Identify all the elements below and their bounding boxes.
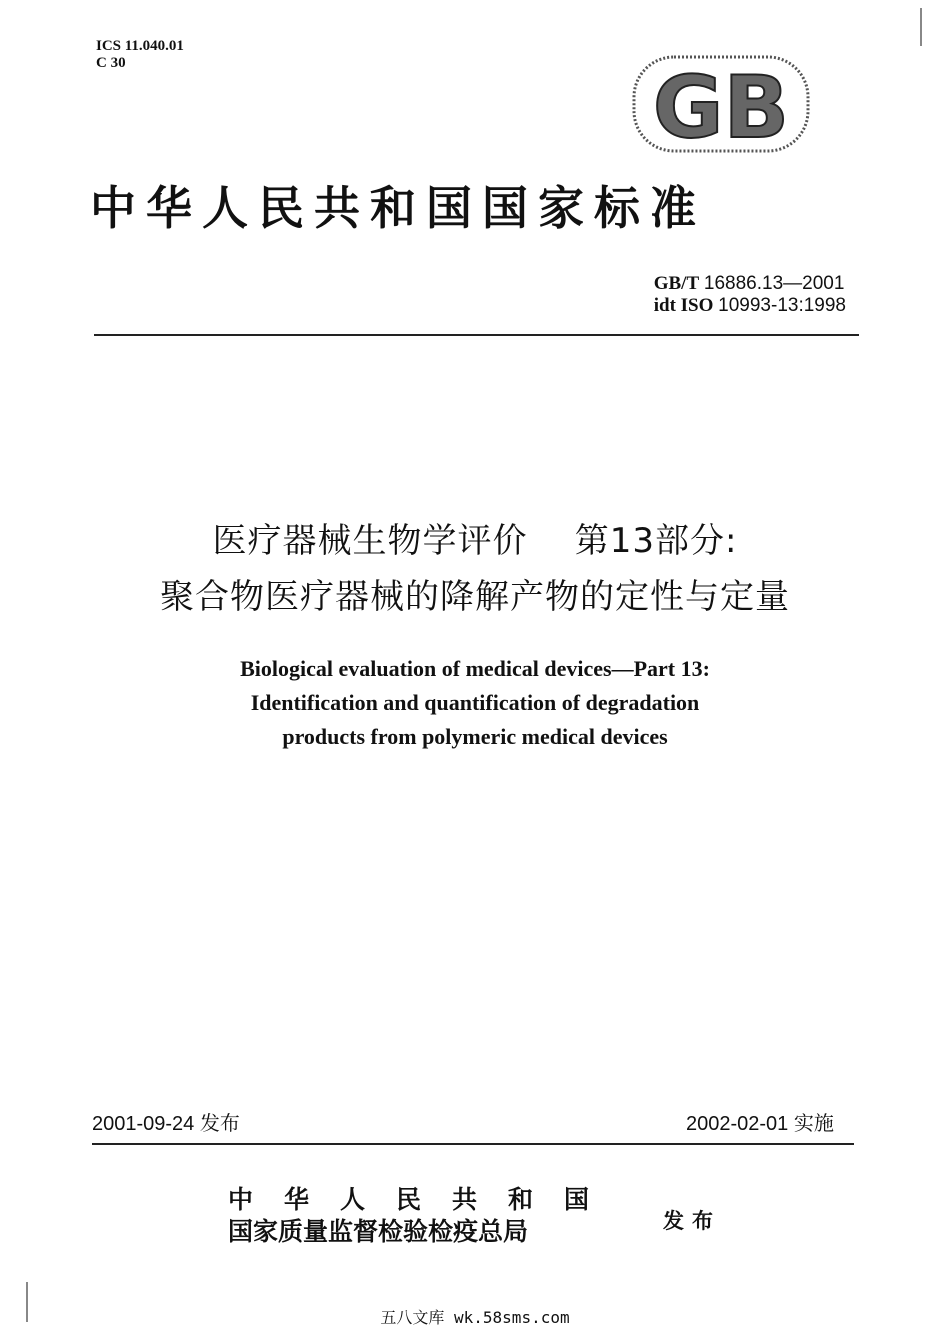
gb-logo-mark — [632, 55, 810, 153]
idt-reference — [654, 295, 846, 317]
idt-number: 10993-13:1998 — [718, 295, 846, 316]
publish-label: 发布 — [663, 1209, 721, 1233]
publisher-block — [228, 1184, 620, 1248]
cn-title-line1: 医疗器械生物学评价 第13部分: — [212, 521, 738, 561]
scan-edge-mark — [920, 8, 922, 46]
cn-title-line2: 聚合物医疗器械的降解产物的定性与定量 — [160, 577, 790, 617]
classification-codes — [96, 38, 184, 72]
gb-logo — [632, 55, 810, 157]
date-divider — [92, 1143, 854, 1145]
en-title-line1: Biological evaluation of medical devices—Part 13: — [240, 656, 710, 681]
en-title-line3: products from polymeric medical devices — [282, 724, 668, 749]
standard-number-prefix: GB/T — [653, 273, 700, 294]
ics-code: ICS 11.040.01 — [96, 38, 184, 54]
standard-number — [654, 273, 846, 295]
ccs-code: C 30 — [96, 55, 126, 71]
issue-date: 2001-09-24 发布 — [92, 1113, 240, 1135]
header-divider — [94, 334, 859, 336]
standard-number-block — [654, 273, 846, 317]
idt-prefix: idt ISO — [653, 295, 714, 316]
footer-watermark: 五八文库 wk.58sms.com — [380, 1308, 570, 1327]
publisher-line1: 中华人民共和国 — [228, 1185, 621, 1214]
gb-logo-text: GB — [652, 58, 790, 153]
publisher-line2: 国家质量监督检验检疫总局 — [228, 1217, 529, 1246]
standard-number-value: 16886.13—2001 — [703, 273, 845, 294]
en-title-line2: Identification and quantification of degradation — [250, 690, 700, 715]
national-standard-title: 中华人民共和国国家标准 — [90, 181, 706, 235]
effective-date: 2002-02-01 实施 — [686, 1113, 834, 1135]
